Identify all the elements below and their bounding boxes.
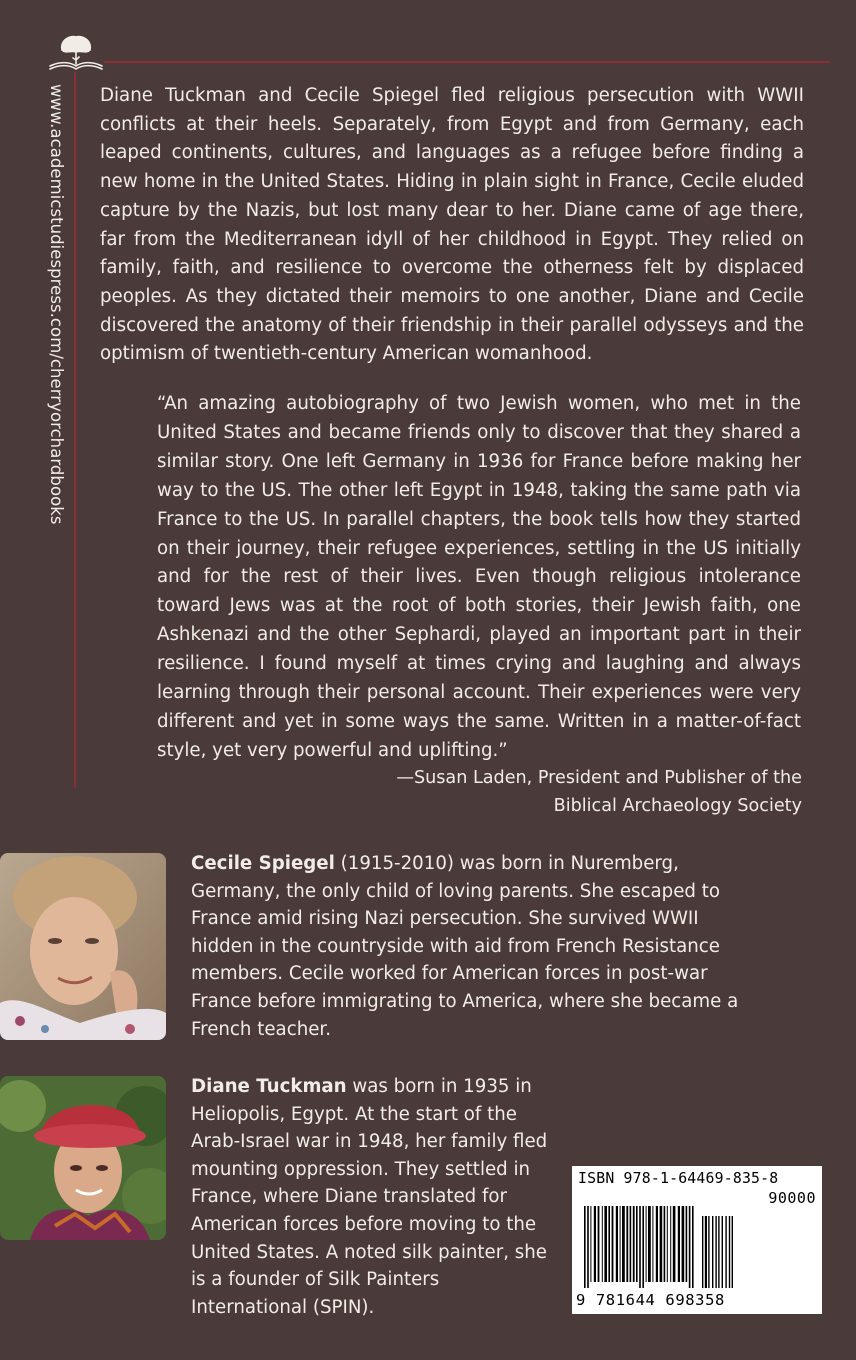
author-photo-cecile <box>0 853 166 1040</box>
publisher-logo-icon <box>46 30 106 72</box>
author-photo-diane <box>0 1076 166 1240</box>
bio-cecile <box>191 850 751 1043</box>
book-description: Diane Tuckman and Cecile Spiegel fled religious persecution with WWII conflicts at their heels. Separately, from Egypt and from Germany, each leaped continents, cultures, and languages as a refugee before finding a new home in the United States. Hiding in plain sight in France, Cecile eluded capture by the Nazis, but lost many dear to her. Diane came of age there, far from the Mediterranean idyll of her childhood in Egypt. They relied on family, faith, and resilience to overcome the otherness felt by displaced peoples. As they dictated their memoirs to one another, Diane and Cecile discovered the anatomy of their friendship in their parallel odysseys and the optimism of twentieth-century American womanhood. <box>100 85 804 365</box>
barcode-bars-icon <box>576 1206 818 1290</box>
top-rule <box>104 61 830 63</box>
attribution-line-2: Biblical Archaeology Society <box>553 796 802 816</box>
author-name-diane: Diane Tuckman <box>191 1076 347 1097</box>
ean-digits: 9 781644 698358 <box>576 1291 725 1309</box>
bio-diane <box>191 1073 561 1321</box>
price-addon-digits: 90000 <box>768 1189 816 1207</box>
vertical-rule <box>74 72 76 788</box>
bio-text-cecile: (1915-2010) was born in Nuremberg, Germany, the only child of loving parents. She escaped to France amid rising Nazi persecution. She survived WWII hidden in the countryside with aid from French Resistance members. Cecile worked for American forces in post-war France before immigrating to America, where she became a French teacher. <box>191 853 739 1040</box>
bio-text-diane: was born in 1935 in Heliopolis, Egypt. At the start of the Arab-Israel war in 1948, her family fled mounting oppression. They settled in France, where Diane translated for American forces before moving to the United States. A noted silk painter, she is a founder of Silk Painters International (SPIN). <box>191 1076 548 1318</box>
publisher-url: www.academicstudiespress.com/cherryorchardbooks <box>47 84 66 525</box>
endorsement-quote: “An amazing autobiography of two Jewish women, who met in the United States and became friends only to discover that they shared a similar story. One left Germany in 1936 for France before making her way to the US. The other left Egypt in 1948, taking the same path via France to the US. In parallel chapters, the book tells how they started on their journey, their refugee experiences, settling in the US initially and for the rest of their lives. Even though religious intolerance toward Jews was at the root of both stories, their Jewish faith, one Ashkenazi and the other Sephardi, played an important part in their resilience. I found myself at times crying and laughing and always learning through their personal account. Their experiences were very different and yet in some ways the same. Written in a matter-of-fact style, yet very powerful and uplifting.” <box>157 393 801 761</box>
isbn-barcode <box>572 1166 822 1314</box>
attribution-line-1: —Susan Laden, President and Publisher of the <box>396 768 802 788</box>
endorsement-attribution <box>330 764 802 820</box>
author-name-cecile: Cecile Spiegel <box>191 853 335 874</box>
isbn-label: ISBN 978-1-64469-835-8 <box>578 1170 779 1187</box>
